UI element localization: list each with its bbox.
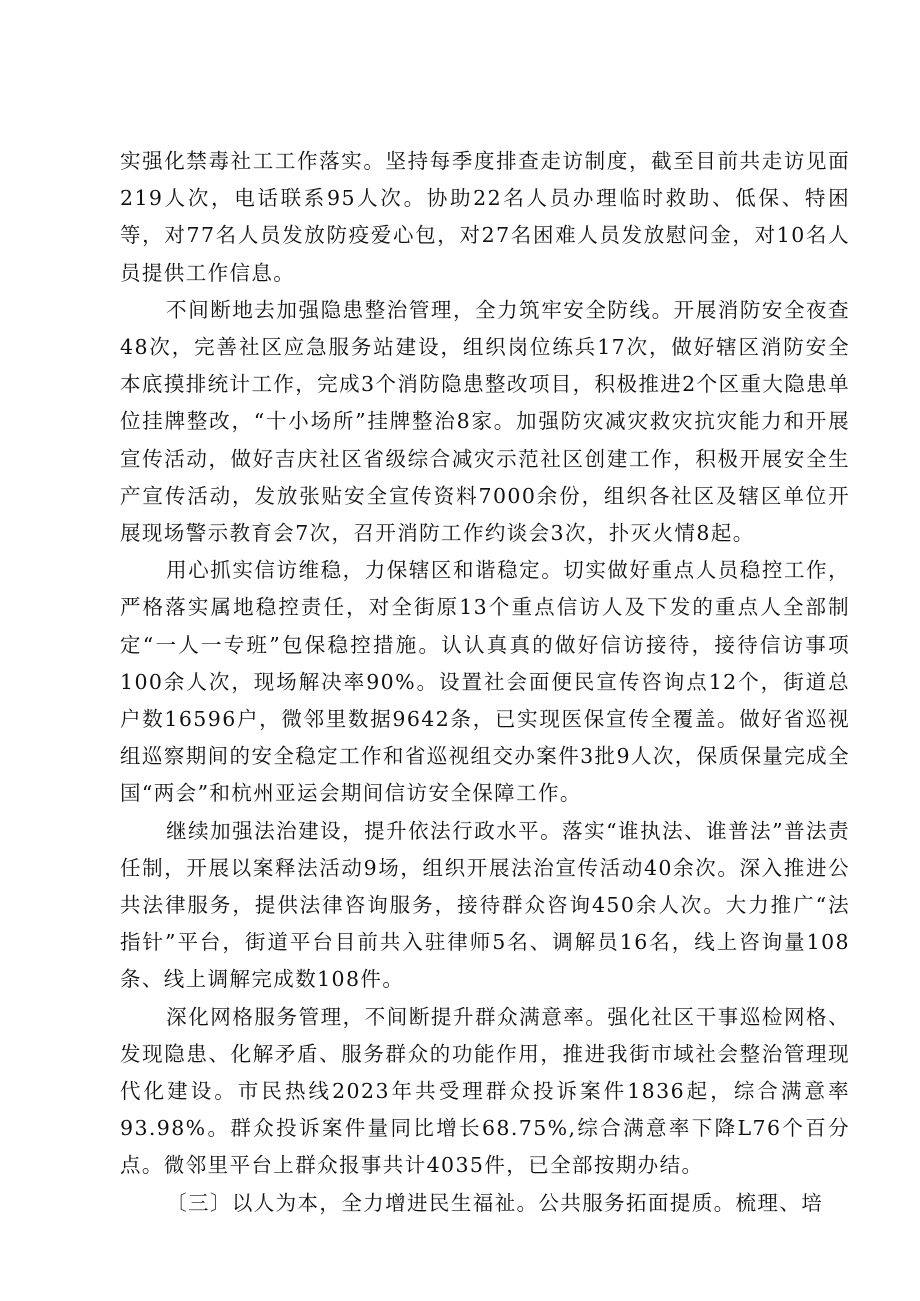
paragraph-hazard-rectification: 不间断地去加强隐患整治管理，全力筑牢安全防线。开展消防安全夜查48次，完善社区应急服务站建设，组织岗位练兵17次，做好辖区消防安全本底摸排统计工作，完成3个消防隐患整改项目，积极推进2个区重大隐患单位挂牌整改，“十小场所”挂牌整治8家。加强防灾减灾救灾抗灾能力和开展宣传活动，做好吉庆社区省级综合减灾示范社区创建工作，积极开展安全生产宣传活动，发放张贴安全宣传资料7000余份，组织各社区及辖区单位开展现场警示教育会7次，召开消防工作约谈会3次，扑灭火情8起。 [120, 297, 850, 546]
paragraph-grid-service: 深化网格服务管理，不间断提升群众满意率。强化社区干事巡检网格、发现隐患、化解矛盾、服务群众的功能作用，推进我街市域社会整治管理现代化建设。市民热线2023年共受理群众投诉案件1836起，综合满意率93.98%。群众投诉案件量同比增长68.75%,综合满意率下降L76个百分点。微邻里平台上群众报事共计4035件，已全部按期办结。 [120, 1004, 850, 1178]
document-body [120, 143, 850, 1222]
paragraph-rule-of-law: 继续加强法治建设，提升依法行政水平。落实“谁执法、谁普法”普法责任制，开展以案释法活动9场，组织开展法治宣传活动40余次。深入推进公共法律服务，提供法律咨询服务，接待群众咨询450余人次。大力推广“法指针”平台，街道平台目前共入驻律师5名、调解员16名，线上咨询量108条、线上调解完成数108件。 [120, 818, 850, 992]
paragraph-drug-social-work: 实强化禁毒社工工作落实。坚持每季度排查走访制度，截至目前共走访见面219人次，电话联系95人次。协助22名人员办理临时救助、低保、特困等，对77名人员发放防疫爱心包，对27名困难人员发放慰问金，对10名人员提供工作信息。 [120, 149, 850, 285]
paragraph-petition-stability: 用心抓实信访维稳，力保辖区和谐稳定。切实做好重点人员稳控工作，严格落实属地稳控责任，对全街原13个重点信访人及下发的重点人全部制定“一人一专班”包保稳控措施。认认真真的做好信访接待，接待信访事项100余人次，现场解决率90%。设置社会面便民宣传咨询点12个，街道总户数16596户，微邻里数据9642条，已实现医保宣传全覆盖。做好省巡视组巡察期间的安全稳定工作和省巡视组交办案件3批9人次，保质保量完成全国“两会”和杭州亚运会期间信访安全保障工作。 [120, 558, 850, 806]
paragraph-section-three-heading: 〔三〕以人为本，全力增进民生福祉。公共服务拓面提质。梳理、培 [166, 1190, 824, 1215]
